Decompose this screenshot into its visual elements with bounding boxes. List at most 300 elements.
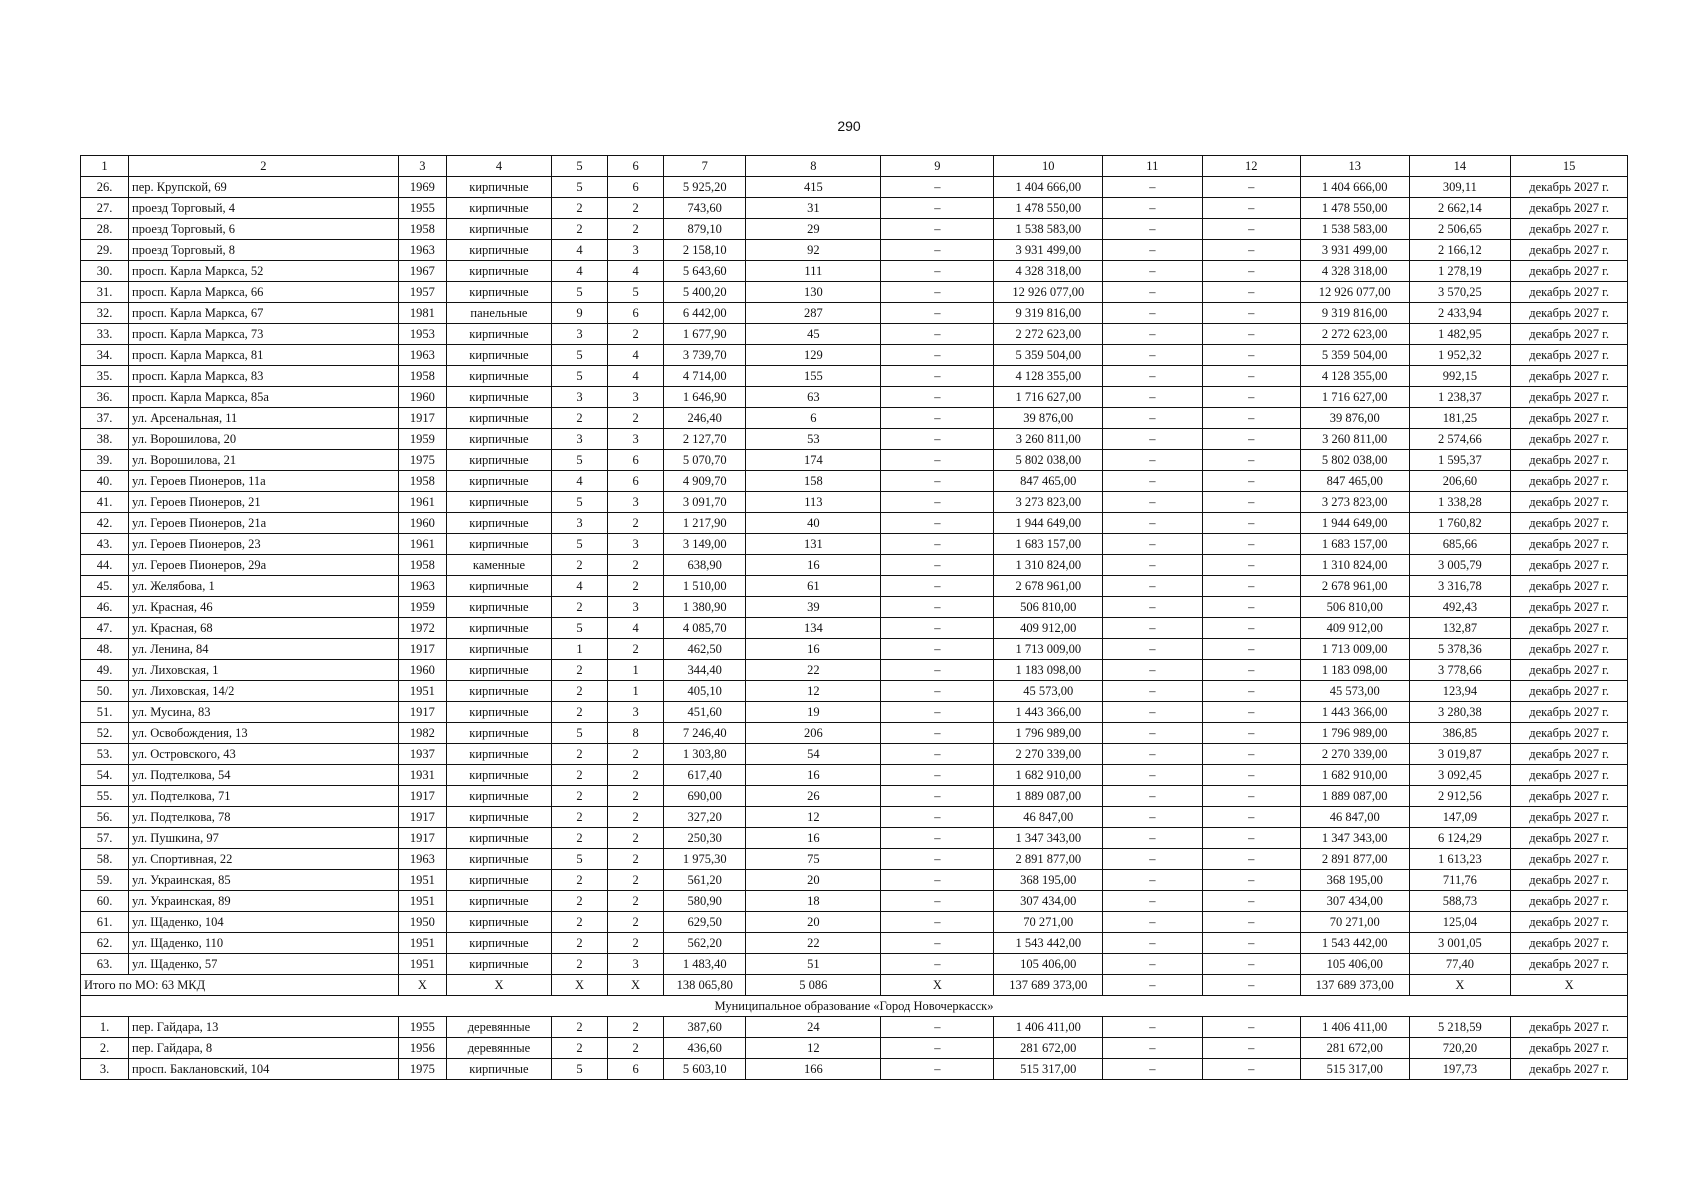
cell-col-1: 34. <box>81 345 129 366</box>
cell-col-5: 3 <box>552 513 608 534</box>
cell-col-4: кирпичные <box>446 576 551 597</box>
cell-col-14: 77,40 <box>1409 954 1511 975</box>
cell-col-8: 174 <box>746 450 881 471</box>
cell-col-14: 3 092,45 <box>1409 765 1511 786</box>
cell-col-2: просп. Карла Маркса, 81 <box>129 345 399 366</box>
cell-col-9: – <box>881 492 994 513</box>
cell-col-10: 2 891 877,00 <box>994 849 1103 870</box>
cell-col-12: – <box>1202 345 1300 366</box>
cell-col-2: ул. Героев Пионеров, 23 <box>129 534 399 555</box>
cell-col-10: 1 682 910,00 <box>994 765 1103 786</box>
cell-col-4: кирпичные <box>446 744 551 765</box>
table-row <box>81 1059 1628 1080</box>
table-row <box>81 198 1628 219</box>
cell-col-13: 281 672,00 <box>1300 1038 1409 1059</box>
cell-col-5: 5 <box>552 450 608 471</box>
cell-col-11: – <box>1103 177 1202 198</box>
cell-col-3: 1960 <box>398 513 446 534</box>
cell-col-9: – <box>881 555 994 576</box>
table-row <box>81 345 1628 366</box>
cell-col-1: 30. <box>81 261 129 282</box>
cell-col-15: декабрь 2027 г. <box>1511 1059 1628 1080</box>
cell-col-12: – <box>1202 366 1300 387</box>
cell-col-6: 3 <box>608 387 664 408</box>
cell-col-5: 2 <box>552 933 608 954</box>
total-cell-col-13: 137 689 373,00 <box>1300 975 1409 996</box>
total-cell-col-11: – <box>1103 975 1202 996</box>
cell-col-8: 12 <box>746 1038 881 1059</box>
cell-col-5: 5 <box>552 723 608 744</box>
cell-col-5: 5 <box>552 366 608 387</box>
table-row <box>81 408 1628 429</box>
cell-col-12: – <box>1202 639 1300 660</box>
cell-col-8: 51 <box>746 954 881 975</box>
cell-col-9: – <box>881 870 994 891</box>
cell-col-6: 2 <box>608 849 664 870</box>
cell-col-8: 22 <box>746 933 881 954</box>
cell-col-2: просп. Карла Маркса, 67 <box>129 303 399 324</box>
cell-col-8: 29 <box>746 219 881 240</box>
table-row <box>81 618 1628 639</box>
cell-col-1: 45. <box>81 576 129 597</box>
cell-col-10: 9 319 816,00 <box>994 303 1103 324</box>
cell-col-6: 2 <box>608 1017 664 1038</box>
table-row <box>81 765 1628 786</box>
cell-col-13: 2 272 623,00 <box>1300 324 1409 345</box>
cell-col-14: 720,20 <box>1409 1038 1511 1059</box>
cell-col-10: 4 328 318,00 <box>994 261 1103 282</box>
cell-col-3: 1917 <box>398 807 446 828</box>
cell-col-6: 2 <box>608 828 664 849</box>
cell-col-3: 1969 <box>398 177 446 198</box>
cell-col-4: кирпичные <box>446 261 551 282</box>
cell-col-2: ул. Красная, 68 <box>129 618 399 639</box>
cell-col-12: – <box>1202 681 1300 702</box>
cell-col-2: ул. Лиховская, 1 <box>129 660 399 681</box>
column-number-10: 10 <box>994 156 1103 177</box>
cell-col-2: ул. Героев Пионеров, 21 <box>129 492 399 513</box>
cell-col-5: 2 <box>552 702 608 723</box>
cell-col-13: 2 678 961,00 <box>1300 576 1409 597</box>
cell-col-1: 46. <box>81 597 129 618</box>
cell-col-13: 1 796 989,00 <box>1300 723 1409 744</box>
cell-col-11: – <box>1103 303 1202 324</box>
table-row <box>81 219 1628 240</box>
table-row <box>81 450 1628 471</box>
cell-col-15: декабрь 2027 г. <box>1511 744 1628 765</box>
table-row <box>81 303 1628 324</box>
cell-col-9: – <box>881 429 994 450</box>
cell-col-8: 24 <box>746 1017 881 1038</box>
cell-col-8: 39 <box>746 597 881 618</box>
municipality-header: Муниципальное образование «Город Новочеркасск» <box>81 996 1628 1017</box>
cell-col-4: кирпичные <box>446 240 551 261</box>
cell-col-11: – <box>1103 576 1202 597</box>
cell-col-7: 462,50 <box>664 639 746 660</box>
cell-col-2: ул. Мусина, 83 <box>129 702 399 723</box>
cell-col-8: 287 <box>746 303 881 324</box>
cell-col-11: – <box>1103 366 1202 387</box>
cell-col-11: – <box>1103 891 1202 912</box>
cell-col-10: 2 272 623,00 <box>994 324 1103 345</box>
cell-col-8: 113 <box>746 492 881 513</box>
cell-col-14: 386,85 <box>1409 723 1511 744</box>
cell-col-5: 2 <box>552 786 608 807</box>
cell-col-6: 2 <box>608 1038 664 1059</box>
cell-col-15: декабрь 2027 г. <box>1511 240 1628 261</box>
cell-col-10: 1 183 098,00 <box>994 660 1103 681</box>
cell-col-12: – <box>1202 429 1300 450</box>
cell-col-7: 405,10 <box>664 681 746 702</box>
column-number-4: 4 <box>446 156 551 177</box>
table-row <box>81 471 1628 492</box>
cell-col-15: декабрь 2027 г. <box>1511 177 1628 198</box>
cell-col-4: кирпичные <box>446 513 551 534</box>
cell-col-10: 1 538 583,00 <box>994 219 1103 240</box>
cell-col-15: декабрь 2027 г. <box>1511 282 1628 303</box>
cell-col-3: 1967 <box>398 261 446 282</box>
cell-col-4: кирпичные <box>446 933 551 954</box>
cell-col-1: 43. <box>81 534 129 555</box>
cell-col-3: 1963 <box>398 345 446 366</box>
cell-col-3: 1982 <box>398 723 446 744</box>
cell-col-14: 309,11 <box>1409 177 1511 198</box>
total-label: Итого по МО: 63 МКД <box>81 975 399 996</box>
cell-col-1: 29. <box>81 240 129 261</box>
cell-col-2: ул. Щаденко, 110 <box>129 933 399 954</box>
cell-col-15: декабрь 2027 г. <box>1511 597 1628 618</box>
cell-col-11: – <box>1103 765 1202 786</box>
cell-col-9: – <box>881 597 994 618</box>
cell-col-10: 1 443 366,00 <box>994 702 1103 723</box>
cell-col-10: 2 270 339,00 <box>994 744 1103 765</box>
cell-col-15: декабрь 2027 г. <box>1511 870 1628 891</box>
table-row <box>81 807 1628 828</box>
cell-col-13: 46 847,00 <box>1300 807 1409 828</box>
cell-col-1: 33. <box>81 324 129 345</box>
cell-col-3: 1972 <box>398 618 446 639</box>
cell-col-5: 3 <box>552 429 608 450</box>
table-row <box>81 366 1628 387</box>
cell-col-3: 1975 <box>398 1059 446 1080</box>
cell-col-10: 1 404 666,00 <box>994 177 1103 198</box>
cell-col-14: 1 613,23 <box>1409 849 1511 870</box>
cell-col-5: 5 <box>552 345 608 366</box>
cell-col-4: кирпичные <box>446 324 551 345</box>
cell-col-15: декабрь 2027 г. <box>1511 660 1628 681</box>
cell-col-12: – <box>1202 765 1300 786</box>
cell-col-14: 5 378,36 <box>1409 639 1511 660</box>
cell-col-6: 8 <box>608 723 664 744</box>
cell-col-7: 629,50 <box>664 912 746 933</box>
cell-col-13: 9 319 816,00 <box>1300 303 1409 324</box>
cell-col-11: – <box>1103 345 1202 366</box>
cell-col-3: 1955 <box>398 198 446 219</box>
cell-col-9: – <box>881 177 994 198</box>
total-cell-col-6: X <box>608 975 664 996</box>
cell-col-12: – <box>1202 303 1300 324</box>
cell-col-11: – <box>1103 681 1202 702</box>
cell-col-5: 5 <box>552 849 608 870</box>
cell-col-8: 131 <box>746 534 881 555</box>
cell-col-4: кирпичные <box>446 639 551 660</box>
cell-col-13: 1 944 649,00 <box>1300 513 1409 534</box>
cell-col-10: 3 273 823,00 <box>994 492 1103 513</box>
cell-col-15: декабрь 2027 г. <box>1511 702 1628 723</box>
cell-col-12: – <box>1202 576 1300 597</box>
cell-col-3: 1960 <box>398 660 446 681</box>
cell-col-1: 63. <box>81 954 129 975</box>
cell-col-6: 4 <box>608 261 664 282</box>
cell-col-4: кирпичные <box>446 597 551 618</box>
cell-col-4: кирпичные <box>446 870 551 891</box>
cell-col-15: декабрь 2027 г. <box>1511 765 1628 786</box>
cell-col-13: 4 328 318,00 <box>1300 261 1409 282</box>
table-row <box>81 681 1628 702</box>
cell-col-10: 1 543 442,00 <box>994 933 1103 954</box>
cell-col-4: кирпичные <box>446 492 551 513</box>
cell-col-2: просп. Карла Маркса, 83 <box>129 366 399 387</box>
cell-col-7: 690,00 <box>664 786 746 807</box>
cell-col-3: 1917 <box>398 408 446 429</box>
cell-col-7: 743,60 <box>664 198 746 219</box>
cell-col-14: 1 278,19 <box>1409 261 1511 282</box>
cell-col-9: – <box>881 786 994 807</box>
cell-col-4: кирпичные <box>446 828 551 849</box>
cell-col-7: 2 158,10 <box>664 240 746 261</box>
cell-col-11: – <box>1103 513 1202 534</box>
cell-col-2: просп. Карла Маркса, 85а <box>129 387 399 408</box>
cell-col-12: – <box>1202 786 1300 807</box>
cell-col-9: – <box>881 744 994 765</box>
cell-col-13: 4 128 355,00 <box>1300 366 1409 387</box>
total-cell-col-12: – <box>1202 975 1300 996</box>
cell-col-3: 1950 <box>398 912 446 933</box>
cell-col-10: 1 478 550,00 <box>994 198 1103 219</box>
total-cell-col-8: 5 086 <box>746 975 881 996</box>
cell-col-13: 3 273 823,00 <box>1300 492 1409 513</box>
cell-col-13: 1 682 910,00 <box>1300 765 1409 786</box>
cell-col-7: 5 925,20 <box>664 177 746 198</box>
cell-col-11: – <box>1103 492 1202 513</box>
cell-col-11: – <box>1103 807 1202 828</box>
cell-col-6: 2 <box>608 513 664 534</box>
cell-col-8: 16 <box>746 555 881 576</box>
cell-col-1: 2. <box>81 1038 129 1059</box>
cell-col-7: 246,40 <box>664 408 746 429</box>
cell-col-1: 39. <box>81 450 129 471</box>
cell-col-6: 2 <box>608 807 664 828</box>
cell-col-2: ул. Щаденко, 57 <box>129 954 399 975</box>
cell-col-13: 12 926 077,00 <box>1300 282 1409 303</box>
cell-col-12: – <box>1202 240 1300 261</box>
cell-col-2: просп. Карла Маркса, 66 <box>129 282 399 303</box>
cell-col-14: 181,25 <box>1409 408 1511 429</box>
cell-col-3: 1917 <box>398 828 446 849</box>
cell-col-1: 52. <box>81 723 129 744</box>
cell-col-4: кирпичные <box>446 408 551 429</box>
cell-col-9: – <box>881 534 994 555</box>
cell-col-12: – <box>1202 702 1300 723</box>
cell-col-15: декабрь 2027 г. <box>1511 324 1628 345</box>
cell-col-5: 4 <box>552 471 608 492</box>
cell-col-14: 132,87 <box>1409 618 1511 639</box>
cell-col-10: 1 406 411,00 <box>994 1017 1103 1038</box>
cell-col-14: 5 218,59 <box>1409 1017 1511 1038</box>
cell-col-11: – <box>1103 702 1202 723</box>
table-row <box>81 555 1628 576</box>
cell-col-1: 3. <box>81 1059 129 1080</box>
cell-col-3: 1951 <box>398 870 446 891</box>
cell-col-1: 59. <box>81 870 129 891</box>
column-number-11: 11 <box>1103 156 1202 177</box>
cell-col-7: 387,60 <box>664 1017 746 1038</box>
cell-col-11: – <box>1103 618 1202 639</box>
cell-col-2: ул. Ворошилова, 21 <box>129 450 399 471</box>
cell-col-15: декабрь 2027 г. <box>1511 408 1628 429</box>
cell-col-1: 26. <box>81 177 129 198</box>
cell-col-11: – <box>1103 639 1202 660</box>
cell-col-5: 4 <box>552 240 608 261</box>
column-number-2: 2 <box>129 156 399 177</box>
cell-col-15: декабрь 2027 г. <box>1511 513 1628 534</box>
column-number-15: 15 <box>1511 156 1628 177</box>
cell-col-15: декабрь 2027 г. <box>1511 912 1628 933</box>
cell-col-8: 20 <box>746 870 881 891</box>
cell-col-4: кирпичные <box>446 1059 551 1080</box>
cell-col-12: – <box>1202 492 1300 513</box>
cell-col-2: ул. Украинская, 85 <box>129 870 399 891</box>
cell-col-8: 415 <box>746 177 881 198</box>
cell-col-12: – <box>1202 219 1300 240</box>
cell-col-2: просп. Карла Маркса, 73 <box>129 324 399 345</box>
cell-col-12: – <box>1202 450 1300 471</box>
cell-col-9: – <box>881 450 994 471</box>
cell-col-7: 4 085,70 <box>664 618 746 639</box>
cell-col-7: 617,40 <box>664 765 746 786</box>
cell-col-8: 54 <box>746 744 881 765</box>
cell-col-9: – <box>881 1059 994 1080</box>
cell-col-6: 4 <box>608 618 664 639</box>
cell-col-13: 3 931 499,00 <box>1300 240 1409 261</box>
cell-col-14: 588,73 <box>1409 891 1511 912</box>
cell-col-5: 2 <box>552 744 608 765</box>
cell-col-13: 506 810,00 <box>1300 597 1409 618</box>
cell-col-2: ул. Подтелкова, 78 <box>129 807 399 828</box>
cell-col-14: 685,66 <box>1409 534 1511 555</box>
cell-col-9: – <box>881 891 994 912</box>
cell-col-15: декабрь 2027 г. <box>1511 450 1628 471</box>
total-cell-col-10: 137 689 373,00 <box>994 975 1103 996</box>
cell-col-7: 2 127,70 <box>664 429 746 450</box>
cell-col-6: 6 <box>608 303 664 324</box>
cell-col-10: 307 434,00 <box>994 891 1103 912</box>
cell-col-7: 562,20 <box>664 933 746 954</box>
cell-col-14: 492,43 <box>1409 597 1511 618</box>
cell-col-10: 1 310 824,00 <box>994 555 1103 576</box>
cell-col-1: 51. <box>81 702 129 723</box>
cell-col-5: 2 <box>552 681 608 702</box>
cell-col-7: 1 217,90 <box>664 513 746 534</box>
cell-col-15: декабрь 2027 г. <box>1511 849 1628 870</box>
cell-col-4: панельные <box>446 303 551 324</box>
cell-col-9: – <box>881 240 994 261</box>
cell-col-7: 4 909,70 <box>664 471 746 492</box>
cell-col-15: декабрь 2027 г. <box>1511 555 1628 576</box>
cell-col-12: – <box>1202 1038 1300 1059</box>
table-row <box>81 933 1628 954</box>
cell-col-7: 1 483,40 <box>664 954 746 975</box>
cell-col-10: 2 678 961,00 <box>994 576 1103 597</box>
cell-col-4: деревянные <box>446 1038 551 1059</box>
total-cell-col-5: X <box>552 975 608 996</box>
cell-col-14: 1 338,28 <box>1409 492 1511 513</box>
cell-col-13: 5 802 038,00 <box>1300 450 1409 471</box>
cell-col-5: 4 <box>552 576 608 597</box>
cell-col-14: 123,94 <box>1409 681 1511 702</box>
column-number-9: 9 <box>881 156 994 177</box>
cell-col-13: 1 716 627,00 <box>1300 387 1409 408</box>
cell-col-8: 111 <box>746 261 881 282</box>
cell-col-2: ул. Островского, 43 <box>129 744 399 765</box>
cell-col-9: – <box>881 513 994 534</box>
cell-col-6: 3 <box>608 240 664 261</box>
cell-col-10: 1 716 627,00 <box>994 387 1103 408</box>
cell-col-13: 307 434,00 <box>1300 891 1409 912</box>
cell-col-8: 6 <box>746 408 881 429</box>
cell-col-6: 3 <box>608 534 664 555</box>
cell-col-3: 1937 <box>398 744 446 765</box>
cell-col-2: ул. Пушкина, 97 <box>129 828 399 849</box>
column-number-12: 12 <box>1202 156 1300 177</box>
cell-col-3: 1959 <box>398 429 446 450</box>
cell-col-13: 1 713 009,00 <box>1300 639 1409 660</box>
cell-col-13: 1 183 098,00 <box>1300 660 1409 681</box>
cell-col-15: декабрь 2027 г. <box>1511 534 1628 555</box>
cell-col-12: – <box>1202 1059 1300 1080</box>
cell-col-6: 2 <box>608 912 664 933</box>
cell-col-12: – <box>1202 954 1300 975</box>
cell-col-2: ул. Щаденко, 104 <box>129 912 399 933</box>
cell-col-6: 4 <box>608 345 664 366</box>
cell-col-12: – <box>1202 597 1300 618</box>
cell-col-6: 3 <box>608 954 664 975</box>
cell-col-1: 42. <box>81 513 129 534</box>
cell-col-10: 409 912,00 <box>994 618 1103 639</box>
cell-col-12: – <box>1202 534 1300 555</box>
cell-col-14: 2 166,12 <box>1409 240 1511 261</box>
cell-col-10: 4 128 355,00 <box>994 366 1103 387</box>
cell-col-8: 130 <box>746 282 881 303</box>
cell-col-1: 56. <box>81 807 129 828</box>
cell-col-6: 2 <box>608 198 664 219</box>
cell-col-5: 5 <box>552 492 608 513</box>
cell-col-13: 1 889 087,00 <box>1300 786 1409 807</box>
cell-col-3: 1951 <box>398 933 446 954</box>
cell-col-2: ул. Ворошилова, 20 <box>129 429 399 450</box>
cell-col-15: декабрь 2027 г. <box>1511 723 1628 744</box>
cell-col-4: кирпичные <box>446 471 551 492</box>
total-cell-col-4: X <box>446 975 551 996</box>
cell-col-13: 105 406,00 <box>1300 954 1409 975</box>
cell-col-11: – <box>1103 660 1202 681</box>
table-row <box>81 492 1628 513</box>
cell-col-8: 75 <box>746 849 881 870</box>
cell-col-3: 1963 <box>398 849 446 870</box>
cell-col-6: 2 <box>608 891 664 912</box>
cell-col-10: 847 465,00 <box>994 471 1103 492</box>
cell-col-9: – <box>881 807 994 828</box>
